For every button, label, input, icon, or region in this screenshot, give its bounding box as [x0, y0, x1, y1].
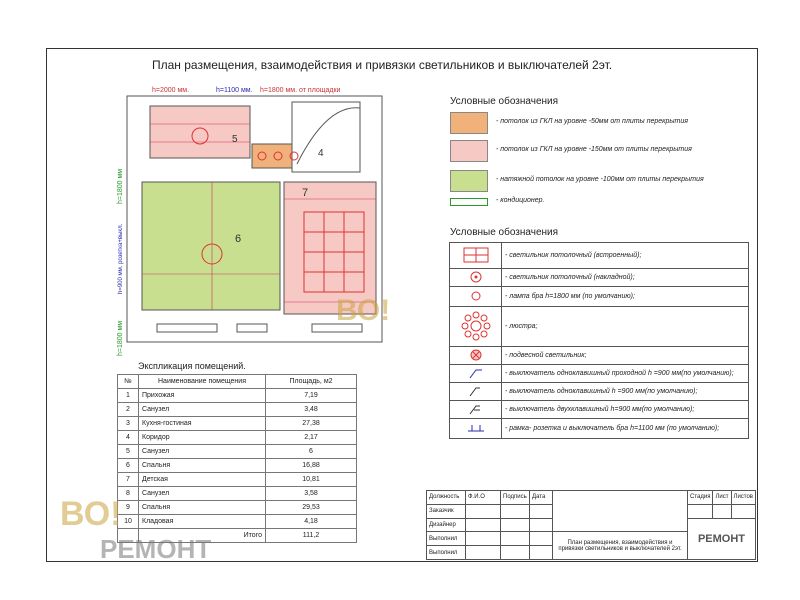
- chandelier-icon: [450, 307, 502, 347]
- switch-double-icon: [450, 401, 502, 419]
- room-name: Санузел: [139, 487, 266, 501]
- stamp-label: Подпись: [501, 491, 530, 505]
- room-name: Кухня-гостиная: [139, 417, 266, 431]
- room-number: 6: [118, 459, 139, 473]
- room-number: 8: [118, 487, 139, 501]
- column-header: Площадь, м2: [266, 375, 357, 389]
- explication-table: [117, 374, 357, 543]
- stage-label: Листов: [731, 491, 756, 505]
- socket-frame-icon: [450, 419, 502, 439]
- dim-note: h=2000 мм.: [152, 87, 190, 94]
- stamp-label: Ф.И.О: [466, 491, 501, 505]
- left-note: h=900 мм. розетка+выкл.: [118, 223, 124, 294]
- watermark-badge: ВО!: [60, 495, 122, 533]
- room-name: Коридор: [139, 431, 266, 445]
- legend-text: - светильник потолочный (накладной);: [502, 269, 749, 287]
- ceiling-swatch-50: [450, 112, 488, 134]
- room-number: 2: [118, 403, 139, 417]
- room-area: 16,88: [266, 459, 357, 473]
- stamp-label: Должность: [427, 491, 466, 505]
- table-row: [118, 515, 357, 529]
- watermark-badge: ВО!: [336, 294, 391, 327]
- dim-note: h=1100 мм.: [216, 87, 253, 94]
- stamp-label: Выполнил: [427, 546, 466, 560]
- room-area: 4,18: [266, 515, 357, 529]
- left-note: h=1800 мм: [117, 320, 124, 356]
- room-area: 3,58: [266, 487, 357, 501]
- room-name: Спальня: [139, 501, 266, 515]
- room-area: 27,38: [266, 417, 357, 431]
- table-row: [118, 459, 357, 473]
- stage-label: Лист: [713, 491, 731, 505]
- switch-single-icon: [450, 383, 502, 401]
- page-title: План размещения, взаимодействия и привязки светильников и выключателей 2эт.: [152, 58, 613, 72]
- stamp-label: Выполнил: [427, 532, 466, 546]
- room-area: 29,53: [266, 501, 357, 515]
- legend-text: - потолок из ГКЛ на уровне -150мм от плиты перекрытия: [496, 146, 692, 153]
- legend-text: - выключатель двухклавишный h=900 мм(по умолчанию);: [502, 401, 749, 419]
- legend-text: - лампа бра h=1800 мм (по умолчанию);: [502, 287, 749, 307]
- stamp-description: План размещения, взаимодействия и привязки светильников и выключателей 2эт.: [553, 532, 688, 560]
- symbols-legend: [449, 242, 749, 439]
- room-number: 10: [118, 515, 139, 529]
- legend-text: - натяжной потолок на уровне -100мм от плиты перекрытия: [496, 176, 704, 183]
- room-label: 7: [302, 187, 309, 199]
- room-area: 6: [266, 445, 357, 459]
- room-number: 9: [118, 501, 139, 515]
- stamp-label: Дизайнер: [427, 518, 466, 532]
- explication-title: Экспликация помещений.: [138, 361, 246, 371]
- watermark-text: РЕМОНТ: [100, 534, 212, 564]
- room-number: 1: [118, 389, 139, 403]
- total-value: 111,2: [266, 529, 357, 543]
- room-area: 2,17: [266, 431, 357, 445]
- room-area: 10,81: [266, 473, 357, 487]
- room-area: 7,19: [266, 389, 357, 403]
- column-header: №: [118, 375, 139, 389]
- recessed-light-icon: [450, 243, 502, 269]
- stamp-label: Заказчик: [427, 504, 466, 518]
- legend-text: - потолок из ГКЛ на уровне -50мм от плиты перекрытия: [496, 118, 688, 125]
- room-number: 3: [118, 417, 139, 431]
- legend-text: - выключатель одноклавишный проходной h =900 мм(по умолчанию);: [502, 365, 749, 383]
- left-note: h=1800 мм: [117, 168, 124, 204]
- stamp-brand: РЕМОНТ: [688, 518, 756, 559]
- table-row: [118, 431, 357, 445]
- room-number: 4: [118, 431, 139, 445]
- table-row: [118, 389, 357, 403]
- room-name: Детская: [139, 473, 266, 487]
- ceiling-swatch-150: [450, 140, 488, 162]
- ceiling-swatch-stretch: [450, 170, 488, 192]
- total-label: Итого: [139, 529, 266, 543]
- stamp-label: Дата: [530, 491, 553, 505]
- room-name: Прихожая: [139, 389, 266, 403]
- legend-heading: Условные обозначения: [450, 227, 559, 238]
- room-label: 4: [318, 148, 324, 159]
- table-row: [118, 445, 357, 459]
- legend-text: - люстра;: [502, 307, 749, 347]
- legend-text: - рамка- розетка и выключатель бра h=1100 мм (по умолчанию);: [502, 419, 749, 439]
- dim-note: h=1800 мм. от площадки: [260, 87, 341, 94]
- room-number: 7: [118, 473, 139, 487]
- table-row: [118, 473, 357, 487]
- room-area: 3,48: [266, 403, 357, 417]
- room-name: Санузел: [139, 445, 266, 459]
- legend-text: - выключатель одноклавишный h =900 мм(по умолчанию);: [502, 383, 749, 401]
- title-block: [426, 490, 756, 560]
- room-label: 6: [235, 233, 242, 245]
- table-row: [118, 417, 357, 431]
- surface-light-icon: [450, 269, 502, 287]
- room-name: Кладовая: [139, 515, 266, 529]
- legend-heading: Условные обозначения: [450, 96, 559, 107]
- room-name: Спальня: [139, 459, 266, 473]
- wall-lamp-icon: [450, 287, 502, 307]
- table-row: [118, 487, 357, 501]
- switch-pass-icon: [450, 365, 502, 383]
- pendant-light-icon: [450, 347, 502, 365]
- legend-text: - светильник потолочный (встроенный);: [502, 243, 749, 269]
- legend-text: - подвесной светильник;: [502, 347, 749, 365]
- legend-text: - кондиционер.: [496, 197, 545, 204]
- room-name: Санузел: [139, 403, 266, 417]
- stage-label: Стадия: [688, 491, 713, 505]
- room-number: 5: [118, 445, 139, 459]
- air-conditioner-swatch: [450, 198, 488, 206]
- table-row: [118, 403, 357, 417]
- column-header: Наименование помещения: [139, 375, 266, 389]
- room-label: 5: [232, 134, 238, 145]
- table-row: [118, 501, 357, 515]
